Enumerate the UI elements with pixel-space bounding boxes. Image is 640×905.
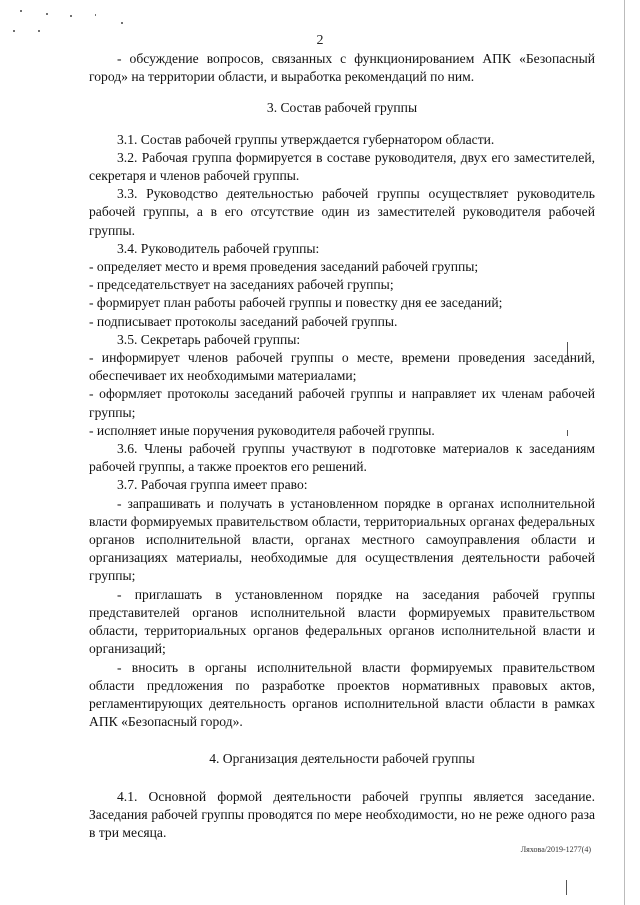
paragraph: 4.1. Основной формой деятельности рабочей группы является заседание. Заседания рабочей группы проводятся по мере необходимости, но не реже одного раза в три месяца.: [89, 788, 595, 840]
document-code: Ляхова/2019-1277(4): [520, 845, 591, 854]
paragraph: - обсуждение вопросов, связанных с функционированием АПК «Безопасный город» на территории области, и выработка рекомендаций по ним.: [89, 51, 595, 85]
list-item: - информирует членов рабочей группы о месте, времени проведения заседаний, обеспечивает их необходимыми материалами;: [89, 350, 595, 384]
list-item: - приглашать в установленном порядке на заседания рабочей группы представителей органов исполнительной власти формируемых правительством области, территориальных органов федеральных органов исполнительной власти и организаций;: [89, 586, 595, 657]
scan-speck: [70, 15, 72, 17]
list-item: - председательствует на заседаниях рабочей группы;: [89, 277, 394, 293]
section-heading: 4. Организация деятельности рабочей группы: [209, 751, 475, 767]
scan-mark: [624, 0, 625, 905]
page-number: 2: [316, 33, 324, 48]
scan-speck: [38, 30, 40, 32]
list-item: - определяет место и время проведения заседаний рабочей группы;: [89, 259, 479, 275]
list-item: - запрашивать и получать в установленном порядке в органах исполнительной власти формируемых правительством области, территориальных органах федеральных органов исполнительной власти, органах местного самоуправления области и организациях материалы, необходимые для осуществления деятельности рабочей группы;: [89, 495, 595, 584]
paragraph: 3.7. Рабочая группа имеет право:: [117, 477, 308, 493]
paragraph: 3.4. Руководитель рабочей группы:: [117, 240, 320, 256]
list-item: - подписывает протоколы заседаний рабочей группы.: [89, 313, 398, 329]
list-item: - формирует план работы рабочей группы и повестку дня ее заседаний;: [89, 295, 503, 311]
scan-speck: [95, 14, 96, 16]
paragraph: 3.5. Секретарь рабочей группы:: [117, 331, 301, 347]
scan-speck: [13, 30, 15, 32]
section-heading: 3. Состав рабочей группы: [266, 100, 418, 116]
paragraph: 3.6. Члены рабочей группы участвуют в подготовке материалов к заседаниям рабочей группы, а также проектов его решений.: [89, 441, 595, 475]
document-body: [89, 50, 595, 842]
paragraph: 3.3. Руководство деятельностью рабочей группы осуществляет руководитель рабочей группы, а в его отсутствие один из заместителей руководителя рабочей группы.: [89, 186, 595, 238]
paragraph: 3.1. Состав рабочей группы утверждается губернатором области.: [117, 131, 495, 147]
list-item: - вносить в органы исполнительной власти формируемых правительством области предложения по разработке проектов нормативных правовых актов, регламентирующих деятельность органов исполнительной власти области в рамках АПК «Безопасный город».: [89, 659, 595, 730]
scan-speck: [46, 13, 48, 15]
scan-speck: [121, 22, 123, 24]
list-item: - исполняет иные поручения руководителя рабочей группы.: [89, 422, 435, 438]
scan-mark: [566, 880, 567, 895]
scan-speck: [20, 10, 22, 12]
paragraph: 3.2. Рабочая группа формируется в составе руководителя, двух его заместителей, секретаря и членов рабочей группы.: [89, 149, 595, 184]
list-item: - оформляет протоколы заседаний рабочей группы и направляет их членам рабочей группы;: [89, 386, 595, 420]
